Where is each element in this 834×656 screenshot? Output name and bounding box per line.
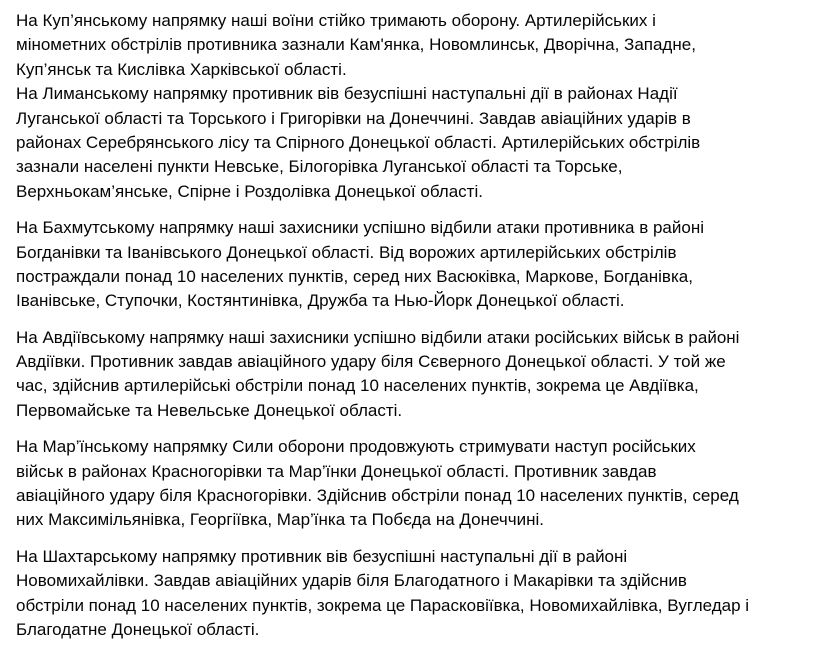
- post-paragraph: [16, 216, 749, 314]
- paragraph-line: На Куп’янському напрямку наші воїни стійко тримають оборону. Артилерійських і: [16, 11, 656, 30]
- paragraph-line: Богданівки та Іванівського Донецької області. Від ворожих артилерійських обстрілів: [16, 242, 677, 262]
- paragraph-line: них Максимільянівка, Георгіївка, Мар’їнка та Побєда на Донеччині.: [16, 510, 544, 530]
- paragraph-line: На Лиманському напрямку противник вів безуспішні наступальні дії в районах Надії: [16, 84, 678, 104]
- paragraph-line: Первомайське та Невельське Донецької області.: [16, 400, 403, 420]
- paragraph-line: Благодатне Донецької області.: [16, 619, 260, 639]
- paragraph-line: обстріли понад 10 населених пунктів, зокрема це Парасковіївка, Новомихайлівка, Вугледар і: [16, 595, 750, 615]
- paragraph-line: Авдіївки. Противник завдав авіаційного удару біля Сєверного Донецької області. У той же: [16, 352, 726, 372]
- paragraph-line: На Авдіївському напрямку наші захисники успішно відбили атаки російських військ в районі: [16, 327, 740, 347]
- paragraph-line: Верхньокам’янське, Спірне і Роздолівка Донецької області.: [16, 181, 483, 201]
- paragraph-line: мінометних обстрілів противника зазнали Кам'янка, Новомлинськ, Дворічна, Западне,: [16, 35, 696, 55]
- paragraph-line: військ в районах Красногорівки та Мар’їнки Донецької області. Противник завдав: [16, 461, 657, 481]
- paragraph-line: Куп’янськ та Кислівка Харківської області.: [16, 59, 347, 79]
- paragraph-line: Луганської області та Торського і Григорівки на Донеччині. Завдав авіаційних ударів в: [16, 108, 691, 128]
- paragraph-line: авіаційного удару біля Красногорівки. Здійснив обстріли понад 10 населених пунктів, серед: [16, 486, 739, 506]
- paragraph-line: Новомихайлівки. Завдав авіаційних ударів біля Благодатного і Макарівки та здійснив: [16, 571, 687, 591]
- paragraph-line: зазнали населені пункти Невське, Білогорівка Луганської області та Торське,: [16, 157, 623, 177]
- paragraph-line: районах Серебрянського лісу та Спірного Донецької області. Артилерійських обстрілів: [16, 132, 701, 152]
- paragraph-line: На Мар’їнському напрямку Сили оборони продовжують стримувати наступ російських: [16, 437, 696, 457]
- paragraph-line: На Шахтарському напрямку противник вів безуспішні наступальні дії в районі: [16, 546, 628, 566]
- post-paragraph: [16, 545, 749, 643]
- post-paragraph: [16, 326, 749, 424]
- paragraph-line: час, здійснив артилерійські обстріли понад 10 населених пунктів, зокрема це Авдіївка,: [16, 376, 699, 396]
- paragraph-line: постраждали понад 10 населених пунктів, серед них Васюківка, Маркове, Богданівка,: [16, 266, 693, 286]
- post-body: [16, 9, 749, 654]
- post-paragraph: [16, 435, 749, 533]
- post-paragraph: [16, 9, 749, 204]
- paragraph-line: На Бахмутському напрямку наші захисники успішно відбили атаки противника в районі: [16, 218, 704, 238]
- paragraph-line: Іванівське, Ступочки, Костянтинівка, Дружба та Нью-Йорк Донецької області.: [16, 291, 625, 311]
